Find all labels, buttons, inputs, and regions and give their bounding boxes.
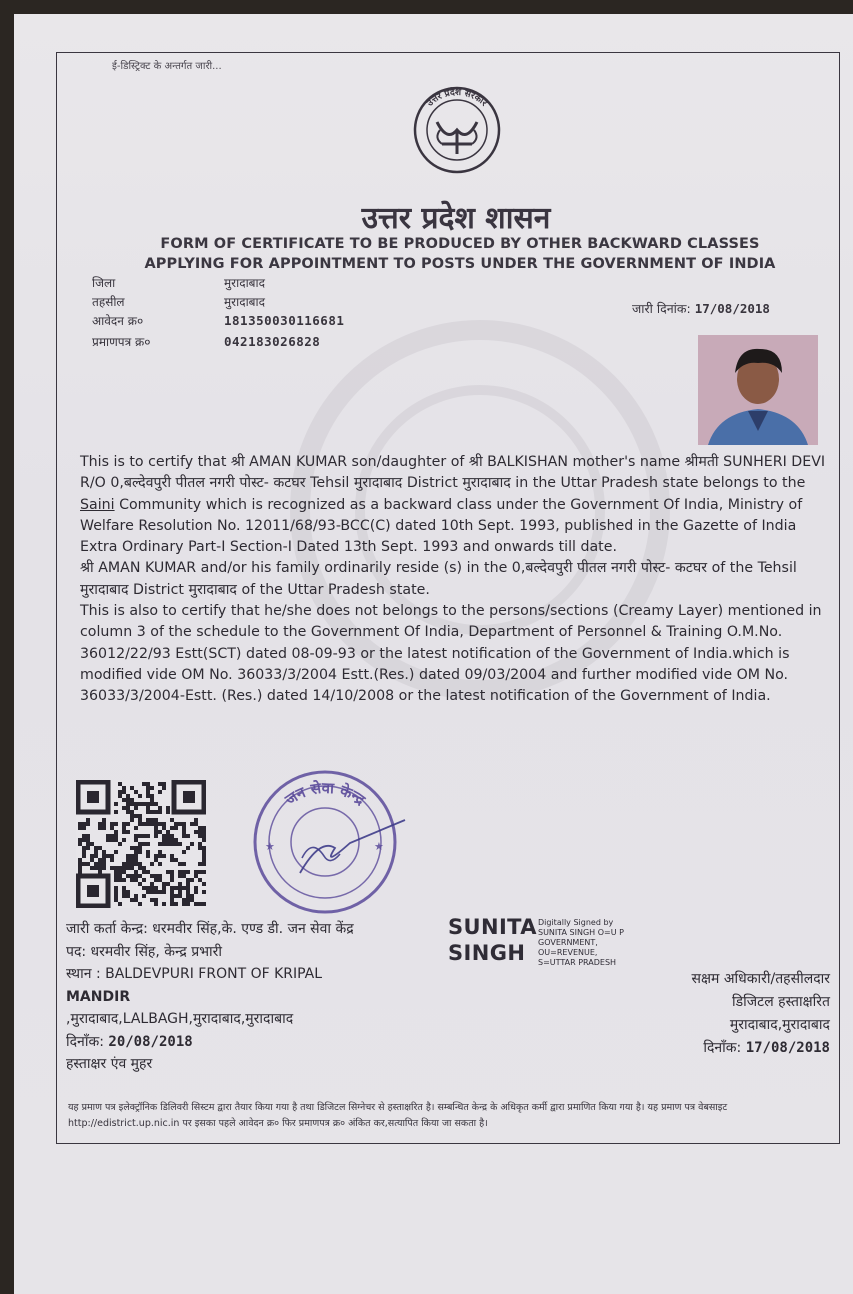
stamp-text: जन सेवा केन्द्र: [281, 778, 369, 809]
form-title-line-2: APPLYING FOR APPOINTMENT TO POSTS UNDER THE GOVERNMENT OF INDIA: [144, 256, 776, 272]
tehsil-value: मुरादाबाद: [224, 295, 266, 309]
paragraph-1-part-b: Community which is recognized as a backward class under the Government Of India, Ministry of Welfare Resolution No. 12011/68/93-BCC(C) dated 10th Sept. 1993, published in the Gazette of India Extra Ordinary Part-I Section-I Dated 13th Sept. 1993 and onwards till date.: [80, 496, 803, 556]
issuer-place-line: स्थान : BALDEVPURI FRONT OF KRIPAL: [66, 966, 323, 982]
certificate-label: प्रमाणपत्र क्र०: [92, 335, 151, 349]
certification-paragraph: [80, 452, 832, 558]
community-name: Saini: [80, 496, 115, 513]
signature-detail-5: S=UTTAR PRADESH: [538, 958, 617, 967]
issuer-place-line-2: MANDIR: [66, 988, 131, 1005]
person-photo-icon: [698, 335, 818, 445]
issue-date: [632, 300, 770, 317]
issuer-signature-seal-line: हस्ताक्षर एंव मुहर: [66, 1056, 153, 1072]
issuer-date-line: [66, 1031, 354, 1054]
signature-detail-2: SUNITA SINGH O=U P: [538, 928, 624, 937]
district-row: [92, 274, 265, 291]
issue-date-value: 17/08/2018: [694, 301, 770, 316]
signature-detail-1: Digitally Signed by: [538, 918, 614, 927]
tehsil-row: [92, 293, 265, 310]
svg-text:★: ★: [374, 840, 384, 853]
svg-text:जन सेवा केन्द्र: [281, 779, 369, 810]
svg-text:★: ★: [265, 840, 275, 853]
issuer-date-value: 20/08/2018: [108, 1033, 193, 1050]
district-label: जिला: [92, 276, 116, 290]
top-note: ई-डिस्ट्रिक्ट के अन्तर्गत जारी...: [112, 61, 222, 72]
issue-date-label: जारी दिनांक:: [632, 301, 691, 316]
residence-paragraph: श्री AMAN KUMAR and/or his family ordinarily reside (s) in the 0,बल्देवपुरी पीतल नगरी पोस्ट- कटघर of the Tehsil मुरादाबाद District मुरादाबाद of the Uttar Pradesh state.: [80, 560, 797, 598]
signature-details: [538, 918, 658, 968]
signature-detail-3: GOVERNMENT,: [538, 938, 598, 947]
district-value: मुरादाबाद: [224, 276, 266, 290]
paragraph-1-part-a: This is to certify that श्री AMAN KUMAR son/daughter of श्री BALKISHAN mother's name श्रीमती SUNHERI DEVI R/O 0,बल्देवपुरी पीतल नगरी पोस्ट- कटघर Tehsil मुरादाबाद District मुरादाबाद in the Uttar Pradesh state belongs to the: [80, 454, 826, 492]
verification-footer: यह प्रमाण पत्र इलेक्ट्रॉनिक डिलिवरी सिस्टम द्वारा तैयार किया गया है तथा डिजिटल सिग्नेचर से हस्ताक्षरित है। सम्बन्धित केन्द्र के अधिकृत कर्मी द्वारा प्रमाणित किया गया है। यह प्रमाण पत्र वेबसाइट http://edistrict.up.nic.in पर इसका पहले आवेदन क्र० फिर प्रमाणपत्र क्र० अंकित कर,सत्यापित किया जा सकता है।: [68, 1102, 728, 1129]
issuing-centre: [66, 918, 354, 1076]
authority-date-line: [650, 1037, 830, 1060]
application-label: आवेदन क्र०: [92, 314, 144, 328]
digital-signature: [448, 914, 624, 967]
authority-title: सक्षम अधिकारी/तहसीलदार: [691, 971, 830, 987]
issuer-address-line: ,मुरादाबाद,LALBAGH,मुरादाबाद,मुरादाबाद: [66, 1011, 294, 1027]
creamy-layer-paragraph: This is also to certify that he/she does not belongs to the persons/sections (Creamy Layer) mentioned in column 3 of the schedule to the Government Of India, Department of Personnel & Training O.M.No. 36012/22/93 Estt(SCT) dated 08-09-93 or the latest notification of the Government of India.which is modified vide OM No. 36033/3/2004 Estt.(Res.) dated 09/03/2004 and further modified vide OM No. 36033/3/2004-Estt. (Res.) dated 14/10/2008 or the latest notification of the Government of India.: [80, 603, 822, 705]
certificate-number: 042183026828: [224, 334, 321, 349]
issuer-centre-line: जारी कर्ता केन्द्र: धरमवीर सिंह,के. एण्ड डी. जन सेवा केंद्र: [66, 921, 354, 937]
up-emblem-icon: [402, 82, 512, 174]
issuer-date-label: दिनाँक:: [66, 1033, 104, 1050]
application-number: 181350030116681: [224, 313, 345, 328]
qr-code-icon: [76, 780, 206, 908]
tehsil-label: तहसील: [92, 295, 125, 309]
authority-digital-signed: डिजिटल हस्ताक्षरित: [732, 994, 830, 1010]
emblem-text: उत्तर प्रदेश सरकार: [425, 87, 489, 109]
form-title-line-1: FORM OF CERTIFICATE TO BE PRODUCED BY OTHER BACKWARD CLASSES: [160, 236, 760, 252]
certificate-row: [92, 333, 320, 350]
certificate-body: [80, 452, 832, 708]
applicant-photo: [698, 335, 818, 445]
signer-last-name: SINGH: [448, 941, 526, 965]
issuer-post-line: पद: धरमवीर सिंह, केन्द्र प्रभारी: [66, 943, 223, 960]
authority-date-label: दिनाँक:: [703, 1040, 742, 1056]
government-title: उत्तर प्रदेश शासन: [361, 201, 551, 236]
authority-date-value: 17/08/2018: [745, 1040, 830, 1056]
competent-authority: [650, 968, 830, 1060]
form-title: [120, 234, 800, 274]
signature-detail-4: OU=REVENUE,: [538, 948, 598, 957]
seal-stamp-icon: [240, 768, 410, 918]
signer-first-name: SUNITA: [448, 915, 537, 939]
svg-text:उत्तर प्रदेश सरकार: [425, 86, 489, 109]
authority-location: मुरादाबाद,मुरादाबाद: [729, 1017, 830, 1033]
application-row: [92, 312, 344, 329]
